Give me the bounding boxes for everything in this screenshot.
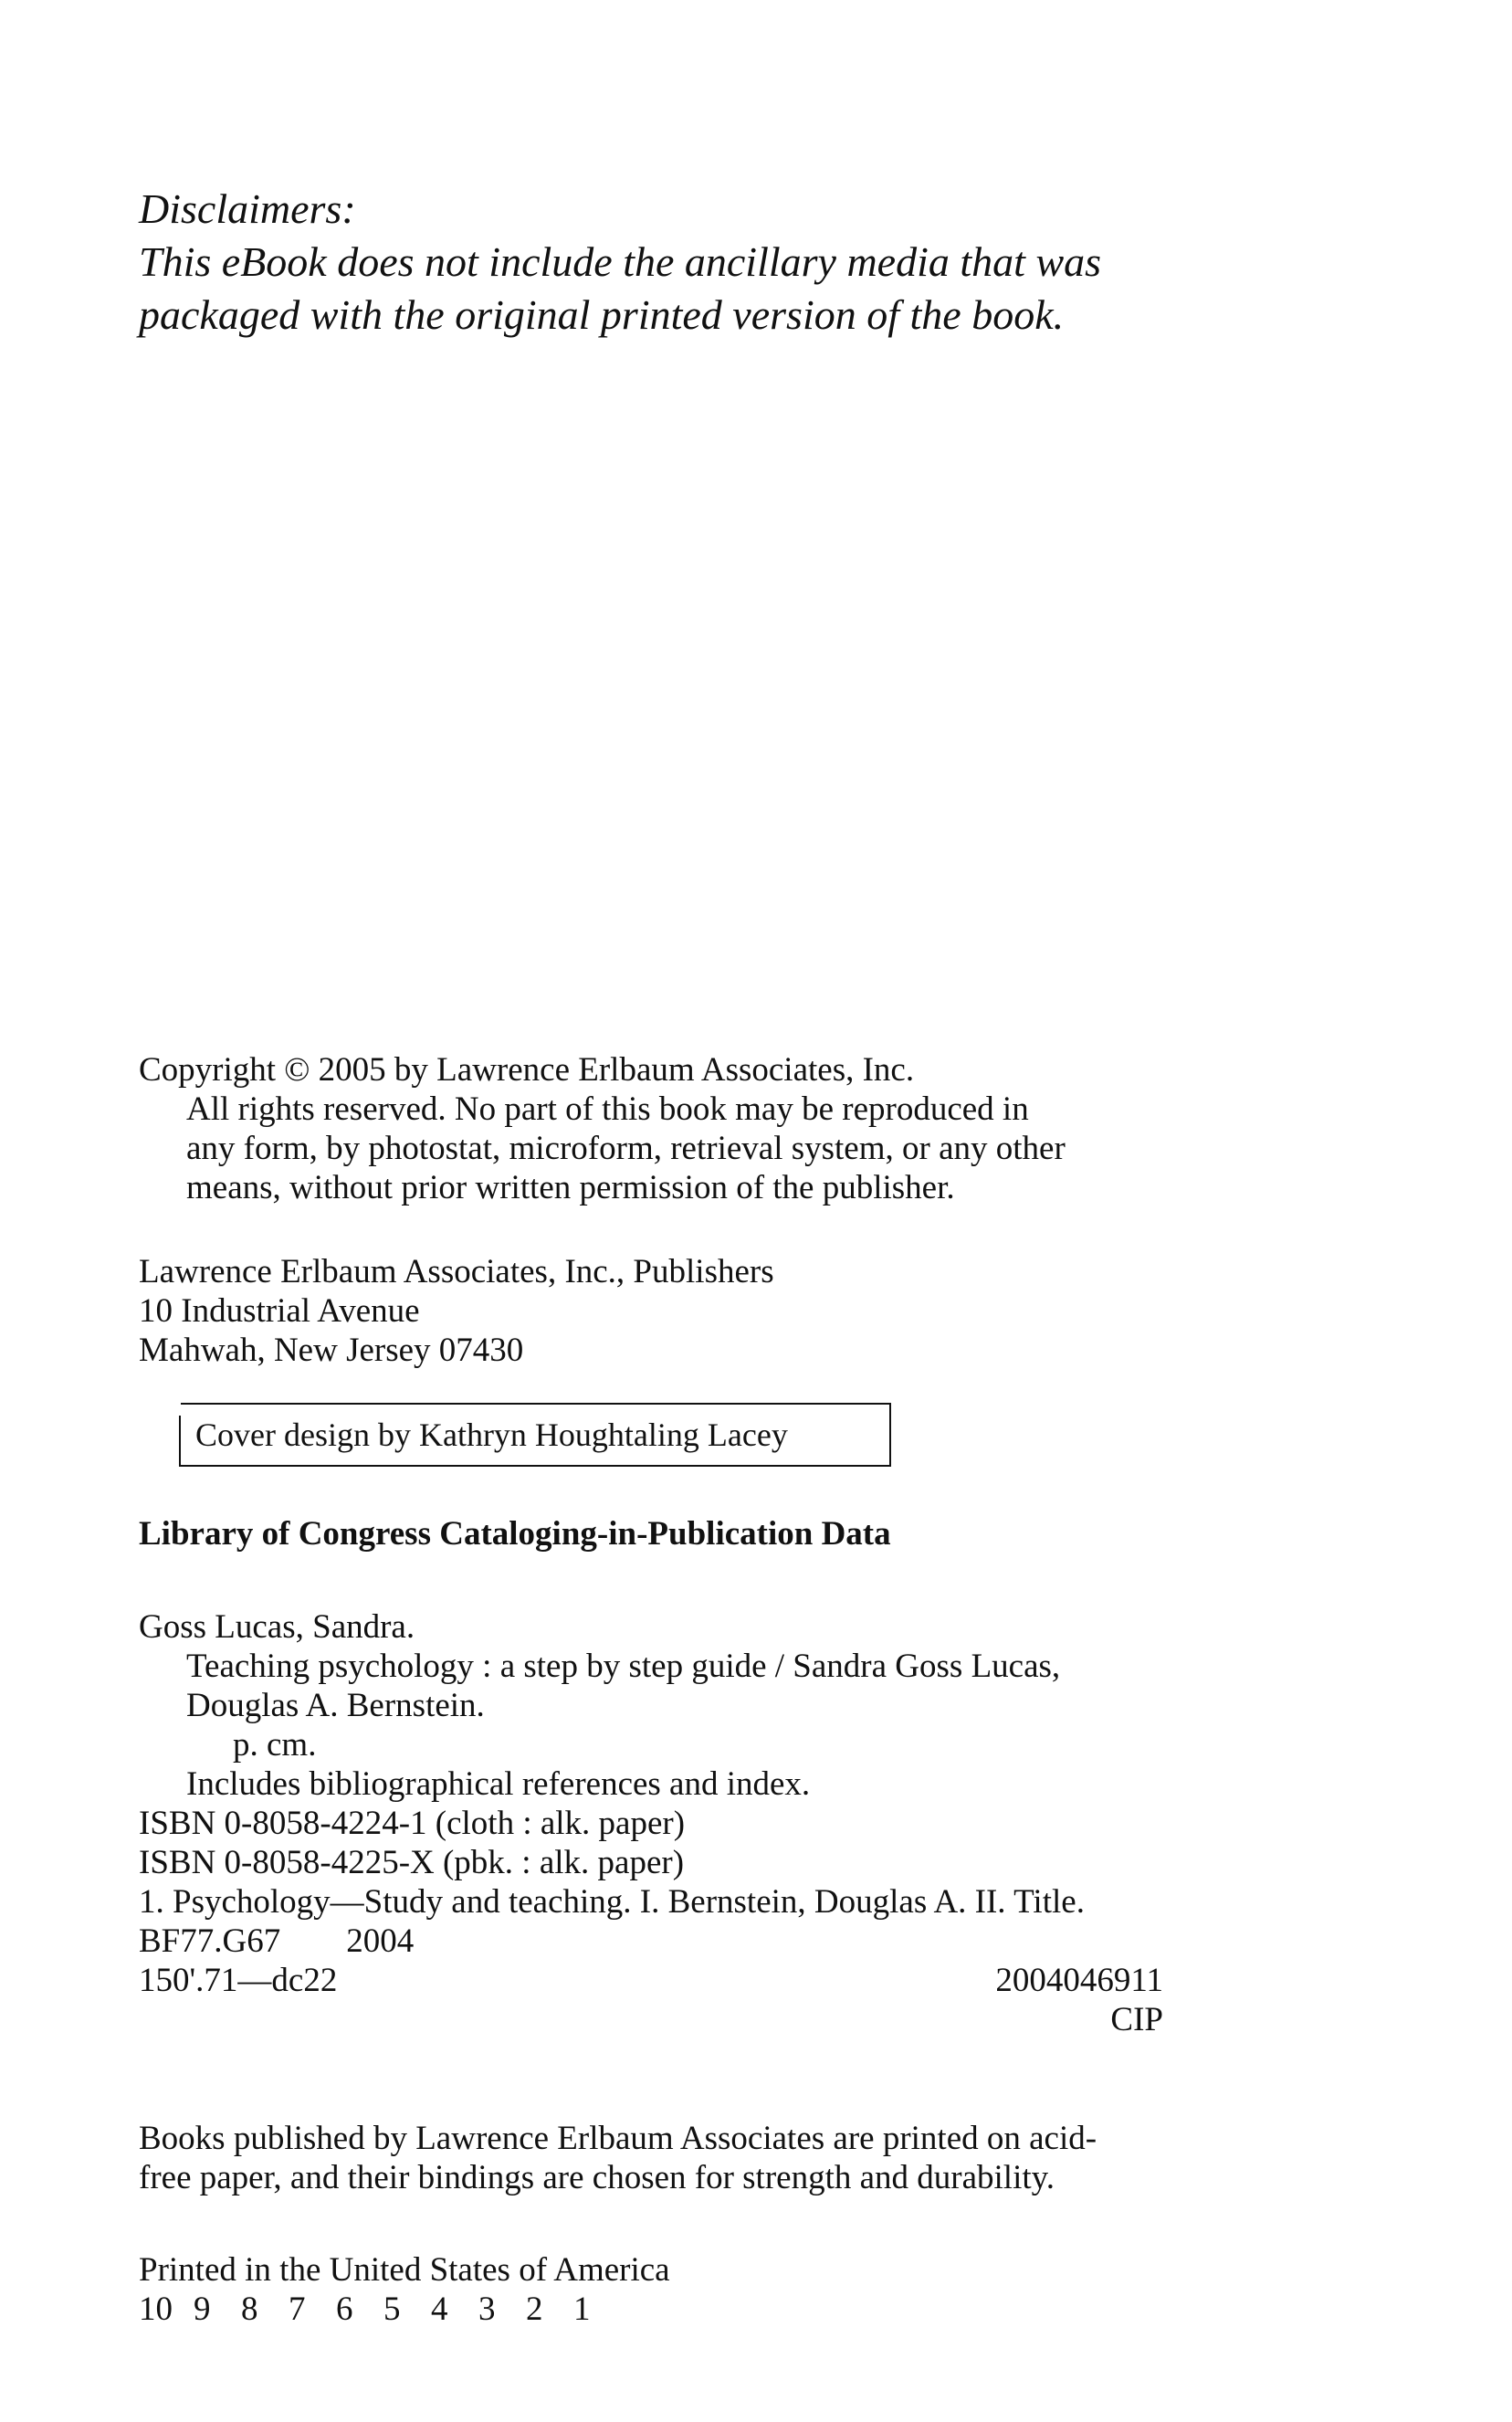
printing-number: 9 (194, 2290, 211, 2328)
publisher-address (139, 1252, 1189, 1370)
printing-number: 6 (336, 2290, 353, 2328)
cip-label: CIP (1110, 2001, 1163, 2038)
disclaimer-block (139, 183, 1326, 342)
rights-line-1: All rights reserved. No part of this book may be reproduced in (186, 1090, 1029, 1128)
copyright-line: Copyright © 2005 by Lawrence Erlbaum Associates, Inc. (139, 1051, 915, 1089)
publisher-city: Mahwah, New Jersey 07430 (139, 1332, 524, 1369)
printing-number: 1 (573, 2290, 591, 2328)
cip-subjects: 1. Psychology—Study and teaching. I. Bernstein, Douglas A. II. Title. (139, 1883, 1085, 1921)
cover-credit-box: Cover design by Kathryn Houghtaling Lacey (179, 1403, 891, 1467)
cip-lc-class: BF77.G67 (139, 1922, 281, 1960)
copyright-notice (139, 1050, 1189, 1207)
printing-number-line (139, 2290, 1189, 2329)
paper-note-line-2: free paper, and their bindings are chosen for strength and durability. (139, 2159, 1055, 2196)
cip-pages: p. cm. (233, 1726, 317, 1764)
rights-line-3: means, without prior written permission of the publisher. (186, 1169, 955, 1206)
printing-info (139, 2250, 1189, 2329)
printing-number: 2 (526, 2290, 543, 2328)
printing-number: 10 (139, 2290, 173, 2328)
cip-heading: Library of Congress Cataloging-in-Publication Data (139, 1515, 891, 1553)
cip-record (139, 1607, 1189, 2039)
disclaimer-line-2: packaged with the original printed version of the book. (139, 291, 1065, 338)
printing-number: 8 (241, 2290, 258, 2328)
publisher-name: Lawrence Erlbaum Associates, Inc., Publishers (139, 1253, 774, 1290)
publisher-street: 10 Industrial Avenue (139, 1292, 420, 1330)
printed-country: Printed in the United States of America (139, 2251, 670, 2289)
printing-number: 7 (289, 2290, 306, 2328)
printing-number: 4 (431, 2290, 448, 2328)
cip-dewey: 150'.71—dc22 (139, 1962, 338, 1999)
disclaimer-line-1: This eBook does not include the ancillary media that was (139, 238, 1102, 285)
cip-author: Goss Lucas, Sandra. (139, 1608, 415, 1646)
cip-title-line-1: Teaching psychology : a step by step guide / Sandra Goss Lucas, (186, 1648, 1061, 1685)
cip-dewey-row (139, 1961, 1163, 2000)
cip-title-line-2: Douglas A. Bernstein. (186, 1687, 485, 1724)
rights-line-2: any form, by photostat, microform, retrieval system, or any other (186, 1130, 1066, 1167)
cip-lc-year: 2004 (346, 1922, 415, 1960)
cip-notes: Includes bibliographical references and index. (186, 1765, 811, 1803)
disclaimer-heading: Disclaimers: (139, 185, 356, 232)
paper-note-line-1: Books published by Lawrence Erlbaum Associates are printed on acid- (139, 2120, 1097, 2157)
cip-isbn-pbk: ISBN 0-8058-4225-X (pbk. : alk. paper) (139, 1844, 685, 1881)
cip-lccn: 2004046911 (995, 1962, 1163, 1999)
printing-number: 5 (383, 2290, 401, 2328)
cip-classification (139, 1922, 1189, 1961)
printing-number: 3 (478, 2290, 496, 2328)
paper-note (139, 2119, 1189, 2197)
cip-isbn-cloth: ISBN 0-8058-4224-1 (cloth : alk. paper) (139, 1805, 686, 1842)
